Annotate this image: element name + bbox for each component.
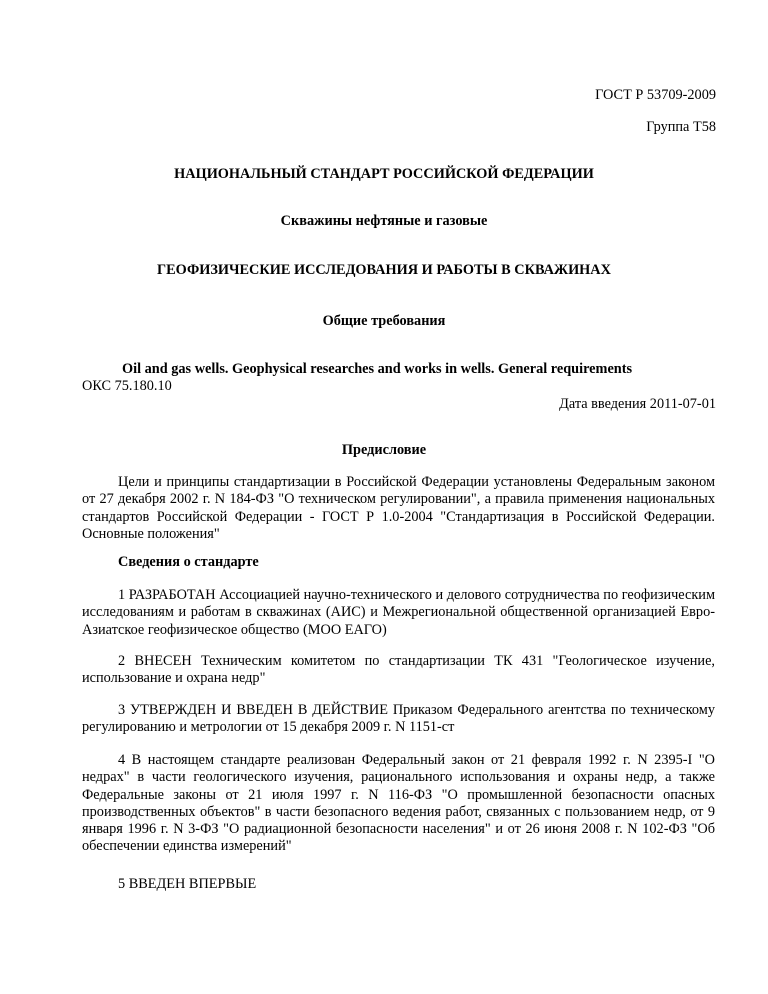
national-standard-title: НАЦИОНАЛЬНЫЙ СТАНДАРТ РОССИЙСКОЙ ФЕДЕРАЦИИ xyxy=(174,166,594,182)
standard-info-item-4: 4 В настоящем стандарте реализован Федеральный закон от 21 февраля 1992 г. N 2395-I "О недрах" в части геологического изучения, рационального использования и охраны недр, а также Федеральные законы от 21 июля 1997 г. N 116-ФЗ "О промышленной безопасности опасных производственных объектов" в части безопасного ведения работ, связанных с пользованием недр, от 9 января 1996 г. N 3-ФЗ "О радиационной безопасности населения" и от 26 июня 2008 г. N 102-ФЗ "Об обеспечении единства измерений" xyxy=(82,752,715,855)
foreword-paragraph: Цели и принципы стандартизации в Российской Федерации установлены Федеральным законом от 27 декабря 2002 г. N 184-ФЗ "О техническом регулировании", а правила применения национальных стандартов Российской Федерации - ГОСТ Р 1.0-2004 "Стандартизация в Российской Федерации. Основные положения" xyxy=(82,474,715,542)
subtitle: Общие требования xyxy=(322,313,446,329)
gost-number: ГОСТ Р 53709-2009 xyxy=(595,87,716,103)
group-code: Группа Т58 xyxy=(646,119,716,135)
standard-info-item-3: 3 УТВЕРЖДЕН И ВВЕДЕН В ДЕЙСТВИЕ Приказом Федерального агентства по техническому регулированию и метрологии от 15 декабря 2009 г. N 1151-ст xyxy=(82,702,715,736)
english-title: Oil and gas wells. Geophysical researches and works in wells. General requirements xyxy=(122,361,633,377)
standard-info-heading: Сведения о стандарте xyxy=(118,554,259,570)
wells-title: Скважины нефтяные и газовые xyxy=(280,213,488,229)
standard-info-item-1: 1 РАЗРАБОТАН Ассоциацией научно-технического и делового сотрудничества по геофизическим исследованиям и работам в скважинах (АИС) и Межрегиональной общественной организацией Евро-Азиатское геофизическое общество (МОО ЕАГО) xyxy=(82,587,715,638)
foreword-heading: Предисловие xyxy=(341,442,427,458)
intro-date: Дата введения 2011-07-01 xyxy=(559,396,716,412)
standard-info-item-2: 2 ВНЕСЕН Техническим комитетом по стандартизации ТК 431 "Геологическое изучение, использование и охрана недр" xyxy=(82,653,715,687)
main-title: ГЕОФИЗИЧЕСКИЕ ИССЛЕДОВАНИЯ И РАБОТЫ В СКВАЖИНАХ xyxy=(157,262,611,278)
standard-info-item-5: 5 ВВЕДЕН ВПЕРВЫЕ xyxy=(118,876,257,892)
oks-code: ОКС 75.180.10 xyxy=(82,378,172,394)
